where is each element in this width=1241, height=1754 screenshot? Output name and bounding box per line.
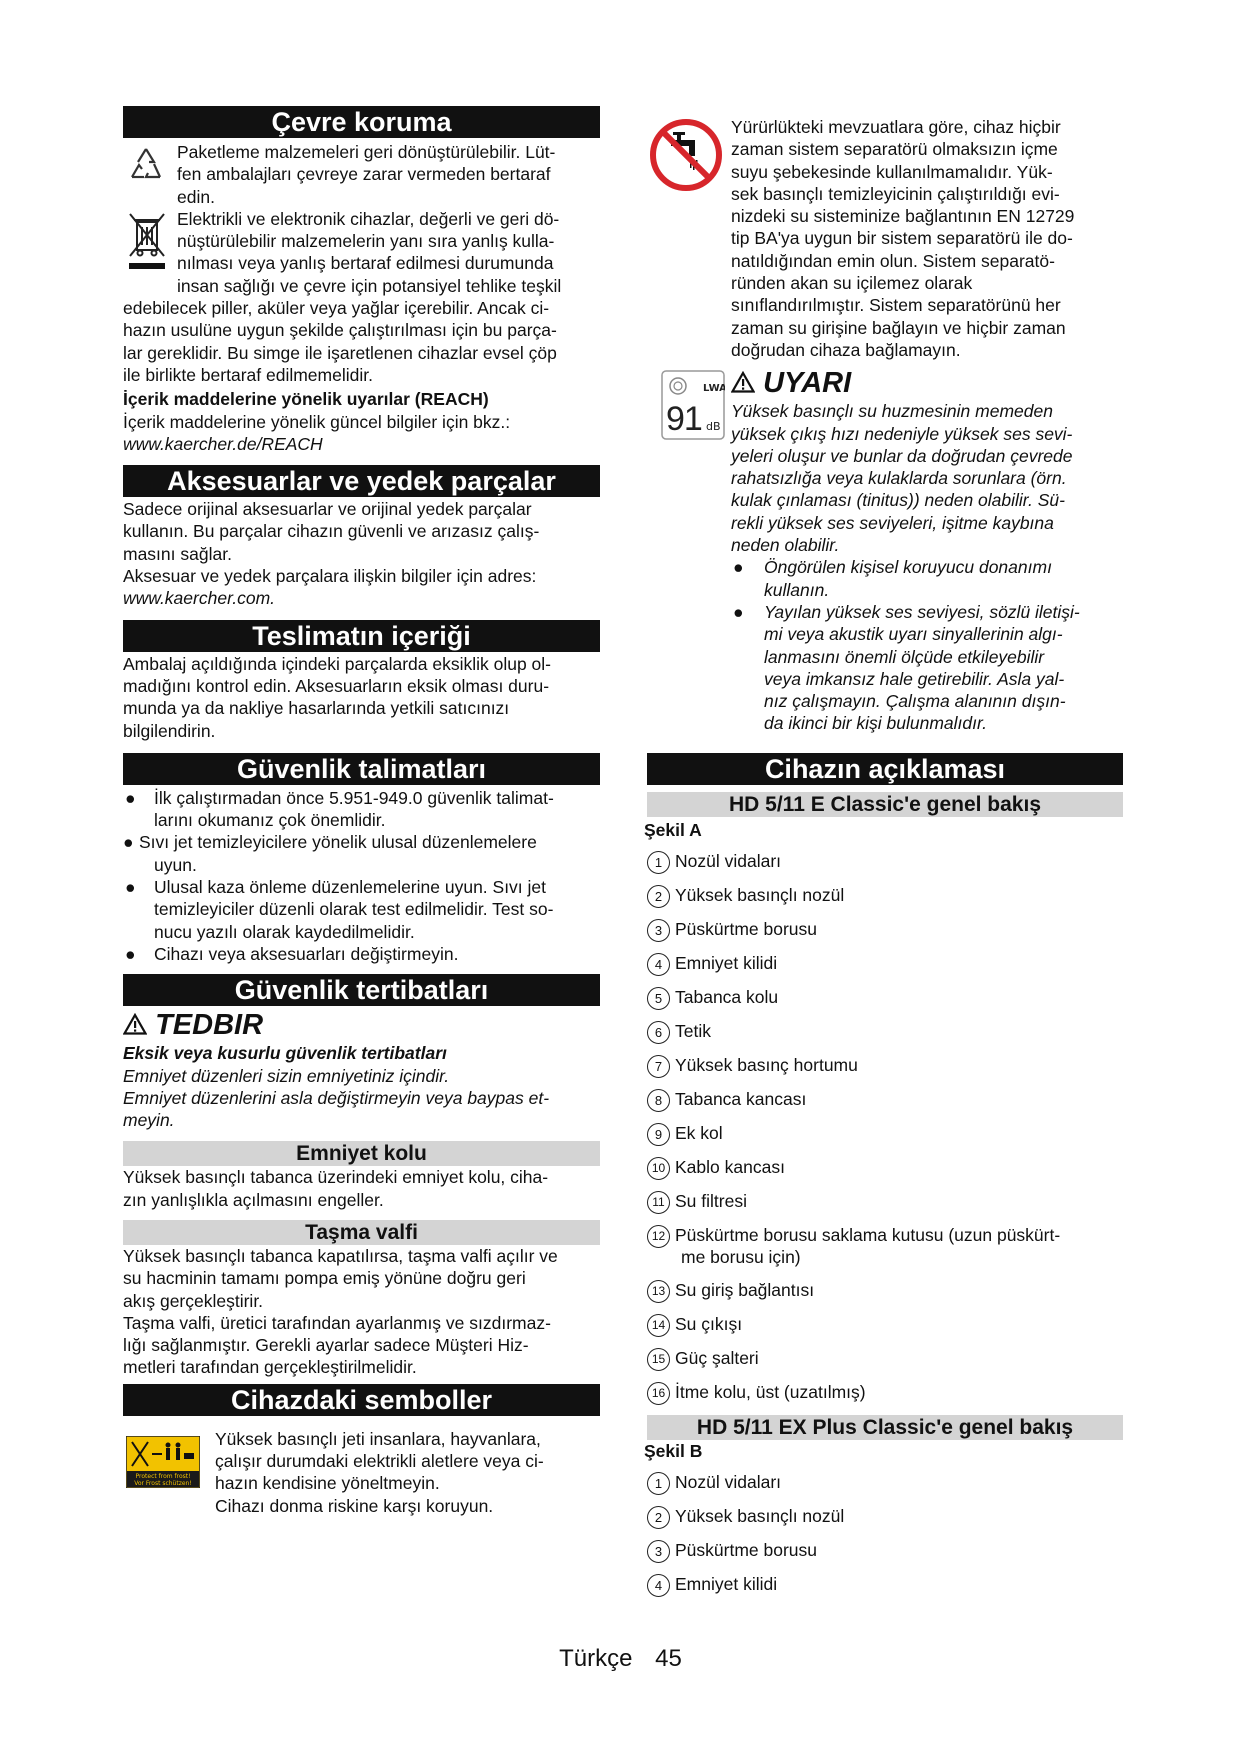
noise-value: 91 <box>666 400 702 439</box>
item-number-badge: 12 <box>647 1225 670 1248</box>
legend-item-label: Emniyet kilidi <box>675 1573 778 1594</box>
subsection-title-overview-a: HD 5/11 E Classic'e genel bakış <box>647 792 1123 817</box>
legend-item <box>647 884 1123 908</box>
legend-item-label: Püskürtme borusu <box>675 1539 818 1560</box>
figure-label-a: Şekil A <box>644 819 702 840</box>
item-number-badge: 8 <box>647 1089 670 1112</box>
legend-item-label: Su çıkışı <box>675 1313 743 1334</box>
recycling-block <box>123 141 600 208</box>
legend-item <box>647 850 1123 874</box>
legend-list-a <box>647 850 1123 1405</box>
item-number-badge: 15 <box>647 1348 670 1371</box>
legend-item-label: Püskürtme borusu saklama kutusu (uzun püskürt- <box>675 1225 1061 1246</box>
legend-item-label-continued: me borusu için) <box>681 1247 801 1268</box>
item-number-badge: 1 <box>647 1472 670 1495</box>
safety-bullets <box>123 787 600 965</box>
section-title-accessories: Aksesuarlar ve yedek parçalar <box>123 465 600 497</box>
item-number-badge: 7 <box>647 1055 670 1078</box>
legend-item <box>647 952 1123 976</box>
overflow-valve-text: Yüksek basınçlı tabanca kapatılırsa, taşma valfi açılır ve su hacminin tamamı pompa emiş yönüne doğru geri akış gerçekleştirir. Taşma valfi, üretici tarafından ayarlanmış ve sızdırmaz- lığı sağlanmıştır. Gerekli ayarlar sadece Müşteri Hiz- metleri tarafından gerçekleştirilmelidir. <box>123 1245 558 1378</box>
legend-item-label: İtme kolu, üst (uzatılmış) <box>675 1381 866 1402</box>
noise-bullets <box>731 556 1123 734</box>
icon-caption-1: Protect from frost! <box>135 1472 191 1480</box>
legend-item-label: Tabanca kancası <box>675 1089 807 1110</box>
legend-item <box>647 1573 1123 1597</box>
figure-label-b: Şekil B <box>644 1440 703 1461</box>
accessories-text: Sadece orijinal aksesuarlar ve orijinal yedek parçalar kullanın. Bu parçalar cihazın güvenli ve arızasız çalış- masını sağlar. Aksesuar ve yedek parçalara ilişkin bilgiler için adres: <box>123 499 540 587</box>
legend-item <box>647 1381 1123 1405</box>
page-footer <box>0 1644 1241 1674</box>
legend-item <box>647 1020 1123 1044</box>
warning-triangle-icon <box>123 1009 155 1041</box>
item-number-badge: 13 <box>647 1280 670 1303</box>
safety-lever-text: Yüksek basınçlı tabanca üzerindeki emniyet kolu, ciha- zın yanlışlıkla açılmasını engeller. <box>123 1167 549 1210</box>
legend-item-label: Emniyet kilidi <box>675 953 778 974</box>
section-title-device-description: Cihazın açıklaması <box>647 753 1123 785</box>
section-title-device-symbols: Cihazdaki semboller <box>123 1384 600 1416</box>
page-number: 45 <box>655 1645 682 1672</box>
legend-item-label: Tetik <box>675 1021 711 1042</box>
legend-item-label: Yüksek basınçlı nozül <box>675 885 845 906</box>
env-para-2-indented: Elektrikli ve elektronik cihazlar, değerli ve geri dö- nüştürülebilir malzemelerin yanı sıra yanlış kulla- nılması veya yanlış bertaraf edilmesi durumunda insan sağlığı ve çevre için potansiyel tehlike teşkil <box>177 208 562 296</box>
warning-heading: UYARI <box>731 366 1123 400</box>
weee-block <box>123 208 600 297</box>
caution-heading: TEDBIR <box>123 1008 600 1042</box>
section-title-safety-instructions: Güvenlik talimatları <box>123 753 600 785</box>
legend-item-label: Su giriş bağlantısı <box>675 1279 815 1300</box>
legend-item-label: Su filtresi <box>675 1191 747 1212</box>
right-column <box>644 116 1123 1607</box>
legend-item-label: Tabanca kolu <box>675 987 779 1008</box>
footer-language: Türkçe <box>559 1645 633 1672</box>
section-title-safety-devices: Güvenlik tertibatları <box>123 974 600 1006</box>
list-item: ● Yayılan yüksek ses seviyesi, sözlü iletişi- mi veya akustik uyarı sinyallerinin algı- lanmasını önemli ölçüde etkileyebilir veya imkansız hale getirebilir. Asla yal- nız çalışmayın. Çalışma alanının dışın- da ikinci bir kişi bulunmalıdır. <box>733 601 1080 734</box>
item-number-badge: 2 <box>647 1506 670 1529</box>
crossed-bin-icon <box>126 210 168 277</box>
item-number-badge: 16 <box>647 1382 670 1405</box>
env-para-2-full: edebilecek piller, aküler veya yağlar içerebilir. Ancak ci- hazın usulüne uygun şekilde çalıştırılması için bu parça- lar gereklidir. Bu simge ile işaretlenen cihazlar evsel çöp ile birlikte bertaraf edilmemelidir. <box>123 298 557 385</box>
env-para-1: Paketleme malzemeleri geri dönüştürülebilir. Lüt- fen ambalajları çevreye zarar vermeden bertaraf edin. <box>177 142 556 207</box>
list-item: ● Sıvı jet temizleyicilere yönelik ulusal düzenlemelere uyun. <box>123 832 537 875</box>
item-number-badge: 3 <box>647 919 670 942</box>
legend-item <box>647 1505 1123 1529</box>
legend-item <box>647 1539 1123 1563</box>
legend-item-label: Püskürtme borusu <box>675 919 818 940</box>
icon-caption-2: Vor Frost schützen! <box>134 1479 192 1487</box>
item-number-badge: 5 <box>647 987 670 1010</box>
item-number-badge: 1 <box>647 851 670 874</box>
symbols-block <box>123 1428 600 1517</box>
subsection-title-overflow-valve: Taşma valfi <box>123 1220 600 1245</box>
section-title-delivery: Teslimatın içeriği <box>123 620 600 652</box>
item-number-badge: 6 <box>647 1021 670 1044</box>
symbols-text: Yüksek basınçlı jeti insanlara, hayvanlara, çalışır durumdaki elektrikli aletlere veya ci- hazın kendisine yöneltmeyin. Cihazı donma riskine karşı koruyun. <box>215 1428 544 1516</box>
no-drinking-water-icon <box>649 118 723 197</box>
legend-item <box>647 1190 1123 1214</box>
lwa-label: LWA <box>703 383 725 395</box>
legend-item-label: Güç şalteri <box>675 1347 759 1368</box>
item-number-badge: 10 <box>647 1157 670 1180</box>
subsection-title-overview-b: HD 5/11 EX Plus Classic'e genel bakış <box>647 1415 1123 1440</box>
recycle-icon <box>124 143 168 192</box>
legend-item <box>647 1224 1123 1269</box>
high-pressure-frost-icon <box>126 1436 200 1493</box>
subsection-title-safety-lever: Emniyet kolu <box>123 1141 600 1166</box>
sound-power-level-icon <box>661 370 725 445</box>
legend-item <box>647 986 1123 1010</box>
list-item: ● Öngörülen kişisel koruyucu donanımı kullanın. <box>733 557 1052 600</box>
noise-warning-text: Yüksek basınçlı su huzmesinin memeden yüksek çıkış hızı nedeniyle yüksek ses sevi- yeleri oluşur ve bunlar da doğrudan çevrede rahatsızlığa veya kulaklarda sorunlara (örn. kulak çınlaması (tinitus)) neden olabilir. Sü- rekli yüksek ses seviyeleri, işitme kaybına neden olabilir. <box>731 401 1073 556</box>
legend-item <box>647 1088 1123 1112</box>
item-number-badge: 14 <box>647 1314 670 1337</box>
legend-item-label: Yüksek basınç hortumu <box>675 1055 858 1076</box>
legend-item <box>647 1054 1123 1078</box>
legend-item <box>647 1313 1123 1337</box>
drinking-water-text: Yürürlükteki mevzuatlara göre, cihaz hiçbir zaman sistem separatörü olmaksızın içme suyu şebekesinde kullanılmamalıdır. Yük- sek basınçlı temizleyicinin çalıştırıldığı evi- nizdeki su sisteminize bağlantının EN 12729 tip BA'ya uygun bir sistem separatörü ile do- natıldığından emin olun. Sistem separatö- ründen akan su içilemez olarak sınıflandırılmıştır. Sistem separatörünü her zaman su girişine bağlayın ve hiçbir zaman doğrudan cihaza bağlamayın. <box>731 117 1075 360</box>
list-item: ● Ulusal kaza önleme düzenlemelerine uyun. Sıvı jet temizleyiciler düzenli olarak test edilmelidir. Test so- nucu yazılı olarak kaydedilmelidir. <box>125 877 554 942</box>
list-item: ● Cihazı veya aksesuarları değiştirmeyin. <box>125 943 459 964</box>
delivery-text: Ambalaj açıldığında içindeki parçalarda eksiklik olup ol- madığını kontrol edin. Aksesuarların eksik olması duru- munda ya da nakliye hasarlarında yetkili satıcınızı bilgilendirin. <box>123 653 551 741</box>
noise-warning-block <box>647 366 1123 734</box>
legend-item <box>647 918 1123 942</box>
db-unit: dB <box>706 420 721 434</box>
list-item: ● İlk çalıştırmadan önce 5.951-949.0 güvenlik talimat- larını okumanız çok önemlidir. <box>125 787 554 831</box>
drinking-water-block <box>647 116 1123 361</box>
legend-item <box>647 1156 1123 1180</box>
legend-item-label: Nozül vidaları <box>675 1471 782 1492</box>
legend-item-label: Yüksek basınçlı nozül <box>675 1505 845 1526</box>
reach-title: İçerik maddelerine yönelik uyarılar (REACH) <box>123 389 489 410</box>
accessories-url: www.kaercher.com. <box>123 588 276 609</box>
legend-item <box>647 1122 1123 1146</box>
reach-text: İçerik maddelerine yönelik güncel bilgiler için bkz.: <box>123 411 511 432</box>
legend-item <box>647 1279 1123 1303</box>
reach-url: www.kaercher.de/REACH <box>123 433 323 454</box>
left-column <box>123 106 600 1517</box>
item-number-badge: 11 <box>647 1191 670 1214</box>
legend-item-label: Ek kol <box>675 1123 723 1144</box>
noise-warning-content <box>731 366 1123 734</box>
section-title-environment: Çevre koruma <box>123 106 600 138</box>
item-number-badge: 4 <box>647 1574 670 1597</box>
legend-item-label: Kablo kancası <box>675 1157 785 1178</box>
legend-item-label: Nozül vidaları <box>675 851 782 872</box>
warning-triangle-icon <box>731 367 763 399</box>
caution-subtitle: Eksik veya kusurlu güvenlik tertibatları <box>123 1043 447 1064</box>
legend-item <box>647 1471 1123 1495</box>
item-number-badge: 3 <box>647 1540 670 1563</box>
item-number-badge: 2 <box>647 885 670 908</box>
legend-item <box>647 1347 1123 1371</box>
item-number-badge: 4 <box>647 953 670 976</box>
caution-text: Emniyet düzenleri sizin emniyetiniz içindir. Emniyet düzenlerini asla değiştirmeyin veya baypas et- meyin. <box>123 1065 550 1131</box>
item-number-badge: 9 <box>647 1123 670 1146</box>
legend-list-b <box>647 1471 1123 1597</box>
